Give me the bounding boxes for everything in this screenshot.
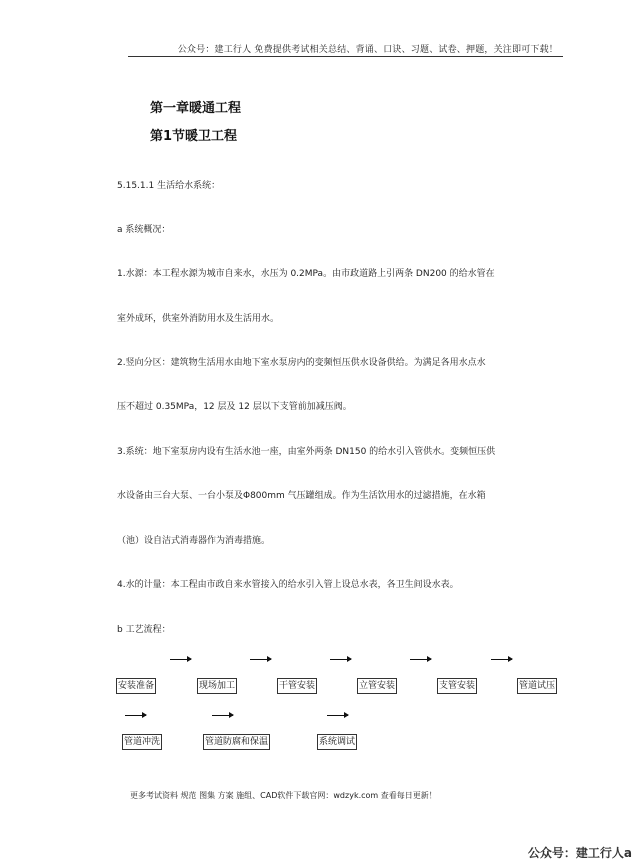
paragraph-water-source-line2: 室外成环，供室外消防用水及生活用水。 — [117, 314, 280, 324]
flow-step-riser-pipe: 立管安装 — [357, 678, 397, 694]
flow-arrow-1 — [170, 659, 191, 660]
flow-arrow-4 — [410, 659, 431, 660]
paragraph-water-source-line1: 1.水源：本工程水源为城市自来水，水压为 0.2MPa。由市政道路上引两条 DN200 的给水管在 — [117, 269, 495, 279]
flow-arrow-6 — [125, 715, 146, 716]
page-footer: 更多考试资料 规范 图集 方案 施组、CAD软件下载官网：wdzyk.com 查看每日更新！ — [130, 791, 437, 800]
paragraph-metering: 4.水的计量：本工程由市政自来水管接入的给水引入管上设总水表，各卫生间设水表。 — [117, 580, 459, 590]
paragraph-system-heading: 5.15.1.1 生活给水系统： — [117, 181, 221, 191]
flow-arrow-8 — [327, 715, 348, 716]
paragraph-overview-heading: a 系统概况： — [117, 225, 171, 235]
flow-step-anticorrosion-insulation: 管道防腐和保温 — [203, 734, 270, 750]
flow-arrow-5 — [491, 659, 512, 660]
header-divider — [128, 56, 563, 57]
flow-arrow-7 — [212, 715, 233, 716]
flow-step-flushing: 管道冲洗 — [122, 734, 162, 750]
paragraph-zoning-line1: 2.竖向分区：建筑物生活用水由地下室水泵房内的变频恒压供水设备供给。为满足各用水点水 — [117, 358, 486, 368]
flow-step-main-pipe: 干管安装 — [277, 678, 317, 694]
paragraph-system-line1: 3.系统：地下室泵房内设有生活水池一座，由室外两条 DN150 的给水引入管供水。变频恒压供 — [117, 447, 496, 457]
page-header: 公众号：建工行人 免费提供考试相关总结、背诵、口诀、习题、试卷、押题，关注即可下载！ — [177, 45, 558, 55]
section-title: 第1节暖卫工程 — [150, 129, 238, 144]
paragraph-process-heading: b 工艺流程： — [117, 625, 171, 635]
flow-arrow-2 — [250, 659, 271, 660]
flow-step-pressure-test: 管道试压 — [517, 678, 557, 694]
flow-step-branch-pipe: 支管安装 — [437, 678, 477, 694]
watermark: 公众号：建工行人a — [527, 846, 632, 860]
paragraph-zoning-line2: 压不超过 0.35MPa，12 层及 12 层以下支管前加减压阀。 — [117, 402, 352, 412]
paragraph-system-line2: 水设备由三台大泵、一台小泵及Φ800mm 气压罐组成。作为生活饮用水的过滤措施，在水箱 — [117, 491, 486, 501]
flow-step-site-processing: 现场加工 — [197, 678, 237, 694]
flow-step-system-commissioning: 系统调试 — [317, 734, 357, 750]
flow-step-preparation: 安装准备 — [116, 678, 156, 694]
flow-arrow-3 — [330, 659, 351, 660]
chapter-title: 第一章暖通工程 — [150, 101, 242, 116]
paragraph-system-line3: （池）设自洁式消毒器作为消毒措施。 — [117, 536, 271, 546]
